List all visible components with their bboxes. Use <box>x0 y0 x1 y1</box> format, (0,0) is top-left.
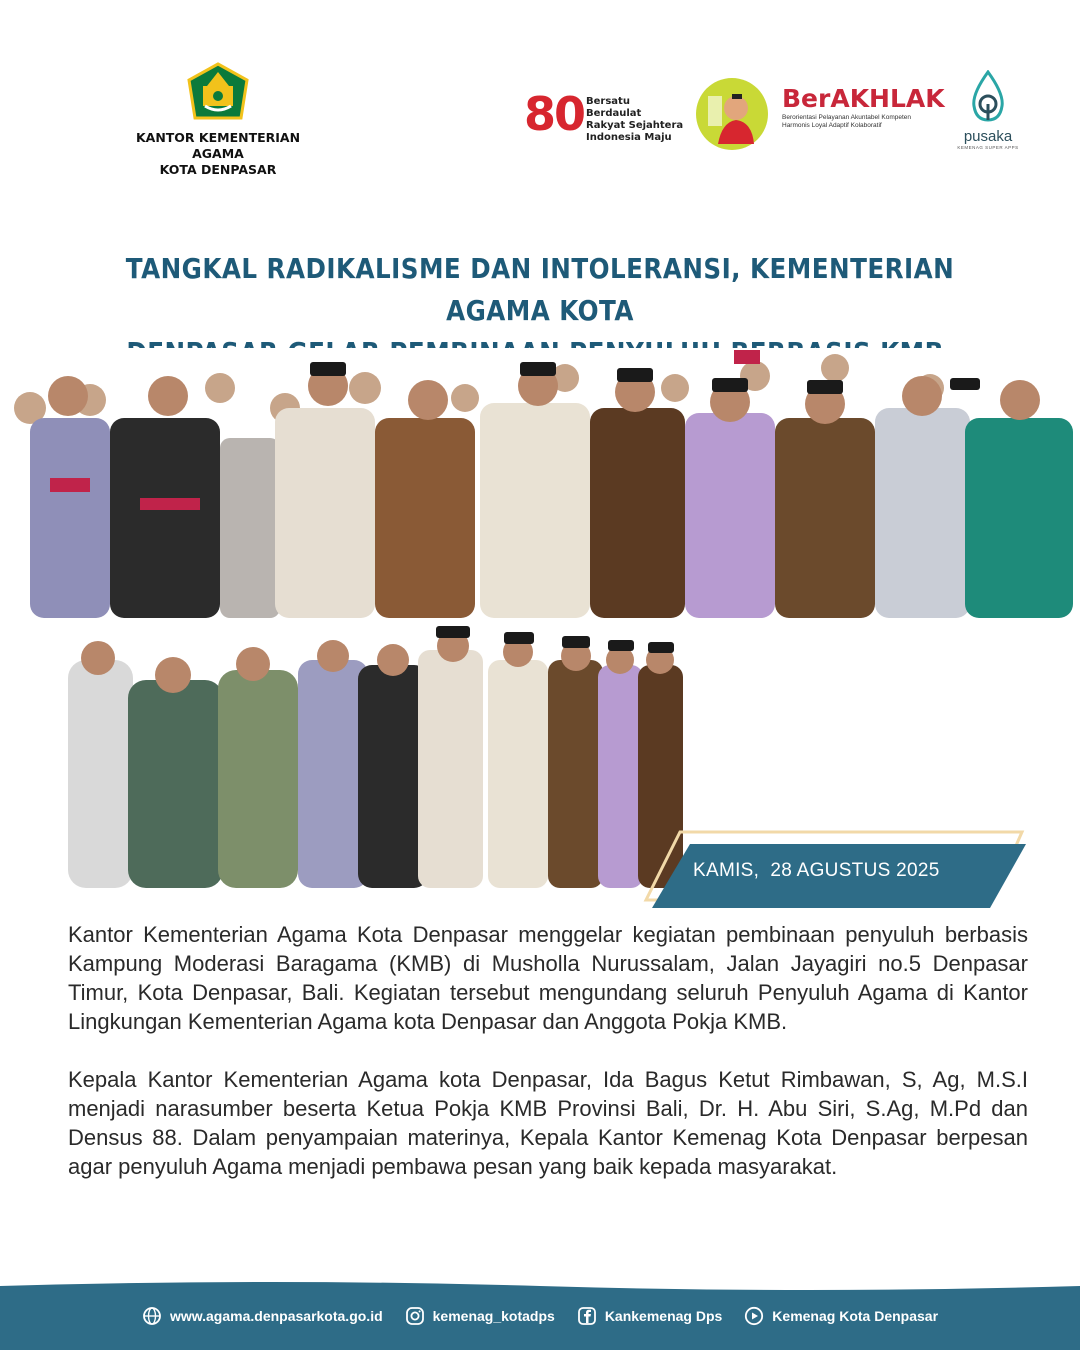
youtube-text: Kemenag Kota Denpasar <box>772 1308 939 1324</box>
partner-logos <box>524 70 1024 152</box>
hut-ri-80-logo <box>524 87 684 143</box>
date-ribbon <box>640 830 1040 910</box>
globe-icon <box>142 1306 162 1326</box>
office-name-line2: KOTA DENPASAR <box>159 162 277 177</box>
article-body <box>68 920 1028 1181</box>
hut-tagline-2: Rakyat Sejahtera <box>586 120 684 131</box>
website-text: www.agama.denpasarkota.go.id <box>169 1308 383 1324</box>
berakhlak-sub-2: Harmonis Loyal Adaptif Kolaboratif <box>782 122 882 129</box>
pusaka-word: pusaka <box>963 128 1013 145</box>
facebook-text: Kankemenag Dps <box>604 1308 723 1324</box>
youtube-icon <box>744 1306 764 1326</box>
pusaka-logo <box>952 70 1024 151</box>
kemenag-emblem-icon <box>185 62 251 124</box>
berakhlak-sub-1: Berorientasi Pelayanan Akuntabel Kompeten <box>782 114 912 121</box>
hut-tagline <box>586 96 684 144</box>
group-photo-secondary <box>68 620 688 888</box>
footer-contacts <box>0 1306 1080 1326</box>
facebook-icon <box>577 1306 597 1326</box>
article-paragraph-1: Kantor Kementerian Agama Kota Denpasar menggelar kegiatan pembinaan penyuluh berbasis Kampung Moderasi Baragama (KMB) di Musholla Nurussalam, Jalan Jayagiri no.5 Denpasar Timur, Kota Denpasar, Bali. Kegiatan tersebut mengundang seluruh Penyuluh Agama di Kantor Lingkungan Kementerian Agama kota Denpasar dan Anggota Pokja KMB. <box>68 922 1028 1034</box>
pusaka-drop-icon <box>968 70 1008 124</box>
footer <box>0 1282 1080 1350</box>
office-name-line1: KANTOR KEMENTERIAN AGAMA <box>135 130 301 161</box>
berakhlak-logo <box>782 84 945 130</box>
berakhlak-word: BerAKHLAK <box>782 84 945 113</box>
footer-website[interactable] <box>142 1306 383 1326</box>
headline-line1: TANGKAL RADIKALISME DAN INTOLERANSI, KEMENTERIAN AGAMA KOTA <box>125 252 955 327</box>
group-photo-main <box>10 348 1078 618</box>
cinta-logo-icon <box>696 78 768 150</box>
footer-instagram[interactable] <box>405 1306 555 1326</box>
event-date: KAMIS, 28 AGUSTUS 2025 <box>693 860 940 881</box>
instagram-text: kemenag_kotadps <box>432 1308 555 1324</box>
hut-number: 80 <box>524 87 585 141</box>
footer-youtube[interactable] <box>744 1306 938 1326</box>
pusaka-sub: KEMENAG SUPER APPS <box>957 145 1019 150</box>
article-paragraph-2: Kepala Kantor Kementerian Agama kota Denpasar, Ida Bagus Ketut Rimbawan, S, Ag, M.S.I menjadi narasumber beserta Ketua Pokja KMB Provinsi Bali, Dr. H. Abu Siri, S.Ag, M.Pd dan Densus 88. Dalam penyampaian materinya, Kepala Kantor Kemenag Kota Denpasar berpesan agar penyuluh Agama menjadi pembawa pesan yang baik kepada masyarakat. <box>68 1067 1028 1179</box>
footer-facebook[interactable] <box>577 1306 722 1326</box>
hut-tagline-3: Indonesia Maju <box>586 132 672 143</box>
office-logo-block <box>108 62 328 178</box>
instagram-icon <box>405 1306 425 1326</box>
hut-tagline-1: Bersatu Berdaulat <box>586 96 642 119</box>
